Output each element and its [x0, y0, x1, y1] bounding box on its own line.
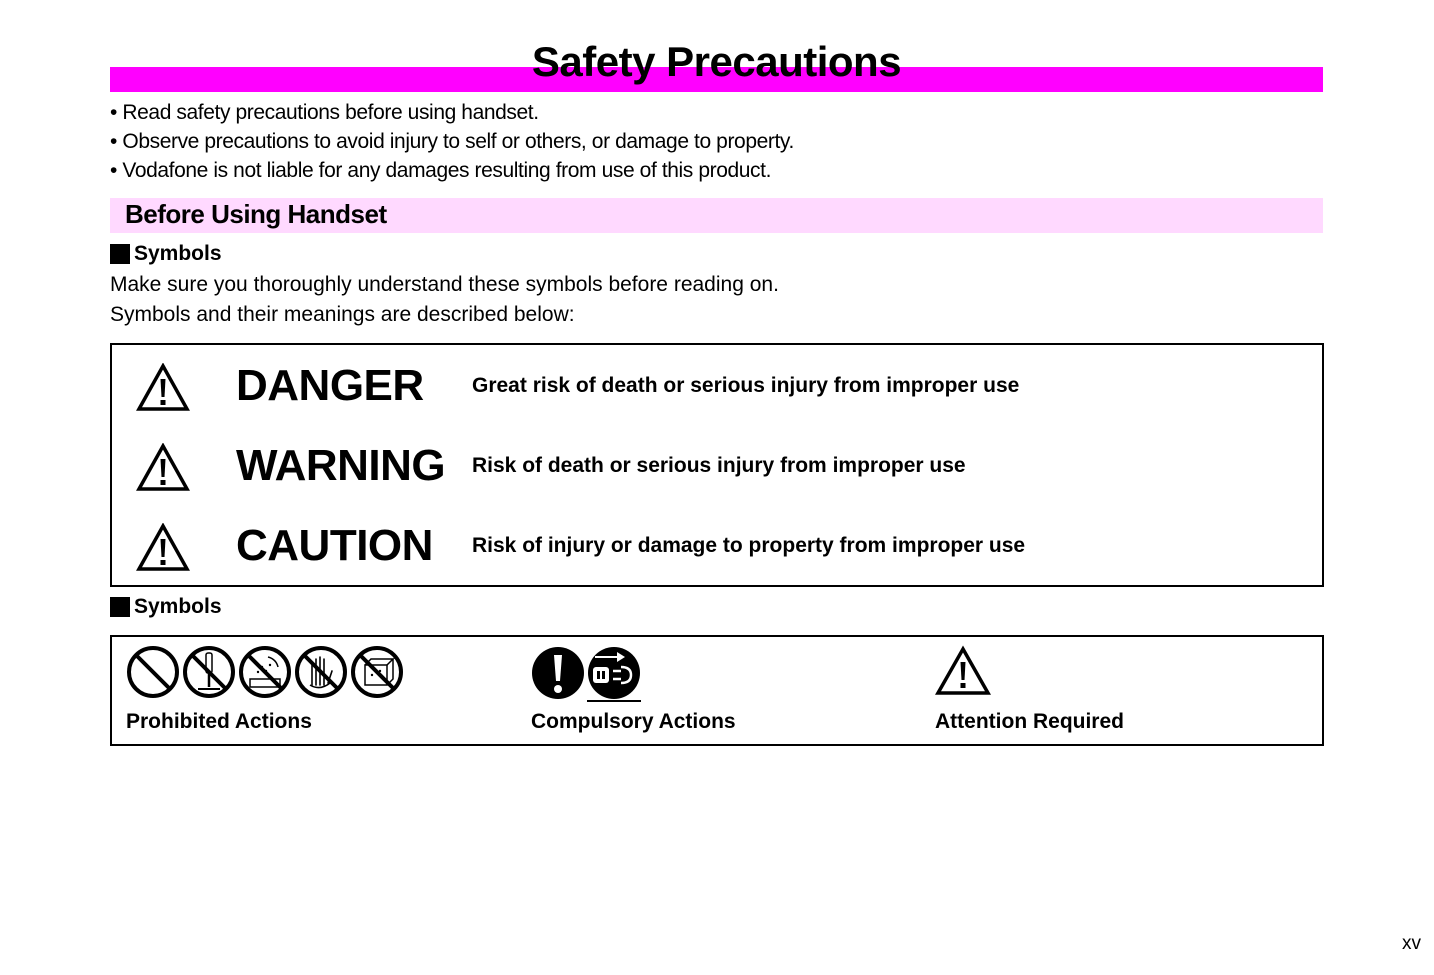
intro-bullet-list — [110, 98, 794, 185]
intro-line: Make sure you thoroughly understand these symbols before reading on. — [110, 273, 779, 296]
no-heat-icon — [350, 645, 404, 699]
warning-triangle-icon — [136, 443, 190, 493]
hazard-levels-table — [110, 343, 1324, 587]
square-bullet-icon — [110, 597, 130, 617]
hazard-level-word: WARNING — [236, 441, 446, 490]
no-disassembly-icon — [182, 645, 236, 699]
hazard-level-row — [112, 517, 1322, 577]
bullet-item: • Observe precautions to avoid injury to self or others, or damage to property. — [110, 127, 794, 156]
section-header — [110, 198, 1323, 233]
no-wet-hands-icon — [294, 645, 348, 699]
symbols-intro — [110, 270, 779, 330]
no-water-icon — [238, 645, 292, 699]
hazard-level-row — [112, 437, 1322, 497]
warning-triangle-icon — [136, 523, 190, 573]
compulsory-icons — [531, 645, 643, 703]
symbols-heading-label: Symbols — [134, 242, 222, 265]
symbol-group-label: Attention Required — [935, 710, 1124, 733]
hazard-level-description: Risk of injury or damage to property from improper use — [472, 534, 1026, 557]
symbol-group-label: Compulsory Actions — [531, 710, 736, 733]
bullet-item: • Vodafone is not liable for any damages resulting from use of this product. — [110, 156, 794, 185]
unplug-icon — [587, 645, 643, 703]
symbol-types-table — [110, 635, 1324, 746]
prohibited-icon — [126, 645, 180, 699]
symbols-heading — [110, 241, 222, 267]
page-number: xv — [1402, 933, 1421, 954]
symbols-heading — [110, 594, 222, 620]
hazard-level-word: CAUTION — [236, 521, 433, 570]
page-title: Safety Precautions — [531, 38, 902, 85]
attention-icons — [935, 645, 991, 703]
hazard-level-description: Great risk of death or serious injury from improper use — [472, 374, 1020, 397]
hazard-level-row — [112, 357, 1322, 417]
bullet-item: • Read safety precautions before using handset. — [110, 98, 794, 127]
square-bullet-icon — [110, 244, 130, 264]
section-title: Before Using Handset — [125, 199, 387, 229]
warning-triangle-icon — [935, 645, 991, 697]
hazard-level-description: Risk of death or serious injury from improper use — [472, 454, 966, 477]
prohibited-icons — [126, 645, 404, 703]
hazard-level-word: DANGER — [236, 361, 424, 410]
symbol-group-label: Prohibited Actions — [126, 710, 312, 733]
intro-line: Symbols and their meanings are described below: — [110, 303, 575, 326]
page-header — [110, 40, 1323, 92]
mandatory-exclamation-icon — [531, 645, 585, 703]
symbols-heading-label: Symbols — [134, 595, 222, 618]
warning-triangle-icon — [136, 363, 190, 413]
